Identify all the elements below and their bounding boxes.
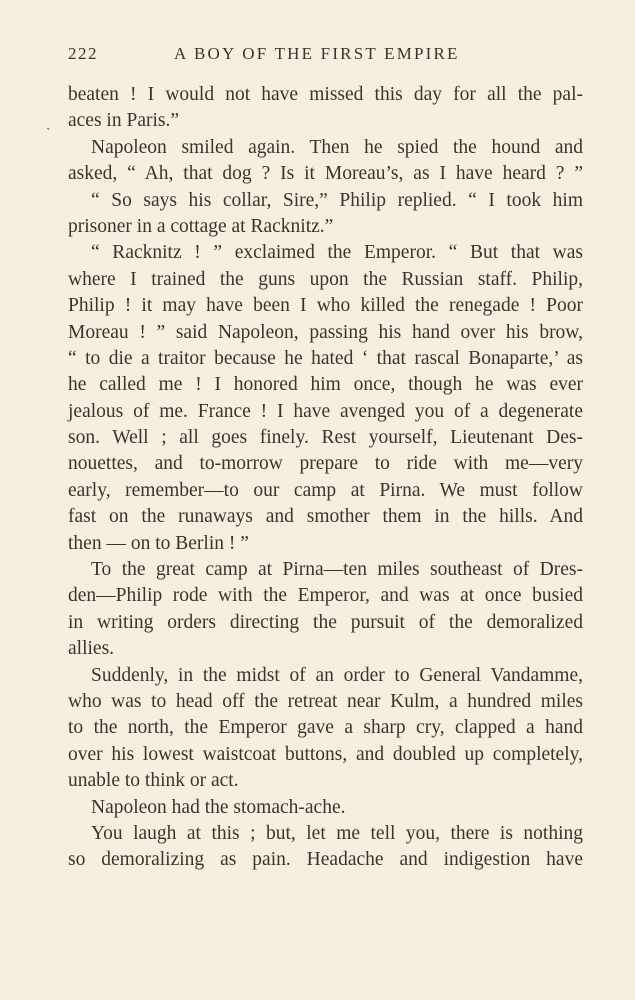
text-line: prisoner in a cottage at Racknitz.”: [68, 215, 334, 237]
text-line: jealous of me. France ! I have avenged you of a degenerate: [68, 400, 583, 422]
text-line: son. Well ; all goes finely. Rest yourself, Lieutenant Des-: [68, 427, 583, 449]
text-line: early, remember—to our camp at Pirna. We must follow: [68, 479, 583, 501]
text-line: Philip ! it may have been I who killed the renegade ! Poor: [68, 295, 583, 317]
text-line: who was to head off the retreat near Kulm, a hundred miles: [68, 690, 583, 712]
text-line: Napoleon had the stomach-ache.: [91, 796, 346, 818]
text-line: den—Philip rode with the Emperor, and was at once busied: [68, 585, 583, 607]
text-line: over his lowest waistcoat buttons, and doubled up completely,: [68, 743, 583, 765]
body-text: [68, 82, 583, 874]
text-line: Moreau ! ” said Napoleon, passing his hand over his brow,: [68, 321, 583, 343]
text-line: You laugh at this ; but, let me tell you, there is nothing: [91, 822, 583, 844]
text-line: so demoralizing as pain. Headache and indigestion have: [68, 849, 583, 871]
text-line: unable to think or act.: [68, 770, 239, 792]
text-line: nouettes, and to-morrow prepare to ride with me—very: [68, 453, 583, 475]
text-line: aces in Paris.”: [68, 110, 180, 132]
text-line: “ Racknitz ! ” exclaimed the Emperor. “ But that was: [91, 242, 583, 264]
text-line: Napoleon smiled again. Then he spied the hound and: [91, 136, 583, 158]
text-line: To the great camp at Pirna—ten miles southeast of Dres-: [91, 559, 583, 581]
text-line: fast on the runaways and smother them in the hills. And: [68, 506, 583, 528]
text-line: in writing orders directing the pursuit of the demoralized: [68, 611, 583, 633]
text-line: then — on to Berlin ! ”: [68, 532, 249, 554]
text-line: beaten ! I would not have missed this day for all the pal-: [68, 84, 583, 105]
text-line: allies.: [68, 638, 115, 660]
text-line: he called me ! I honored him once, though he was ever: [68, 374, 583, 396]
text-line: Suddenly, in the midst of an order to General Vandamme,: [91, 664, 583, 686]
running-head-title: A BOY OF THE FIRST EMPIRE: [174, 44, 460, 63]
running-head: [68, 44, 583, 66]
text-line: where I trained the guns upon the Russian staff. Philip,: [68, 268, 583, 290]
text-line: “ So says his collar, Sire,” Philip replied. “ I took him: [91, 189, 583, 211]
page-number: 222: [68, 44, 98, 63]
text-line: “ to die a traitor because he hated ‘ that rascal Bonaparte,’ as: [68, 347, 583, 369]
text-line: asked, “ Ah, that dog ? Is it Moreau’s, as I have heard ? ”: [68, 163, 583, 185]
margin-mark: ˎ: [46, 116, 51, 131]
text-line: to the north, the Emperor gave a sharp cry, clapped a hand: [68, 717, 583, 739]
